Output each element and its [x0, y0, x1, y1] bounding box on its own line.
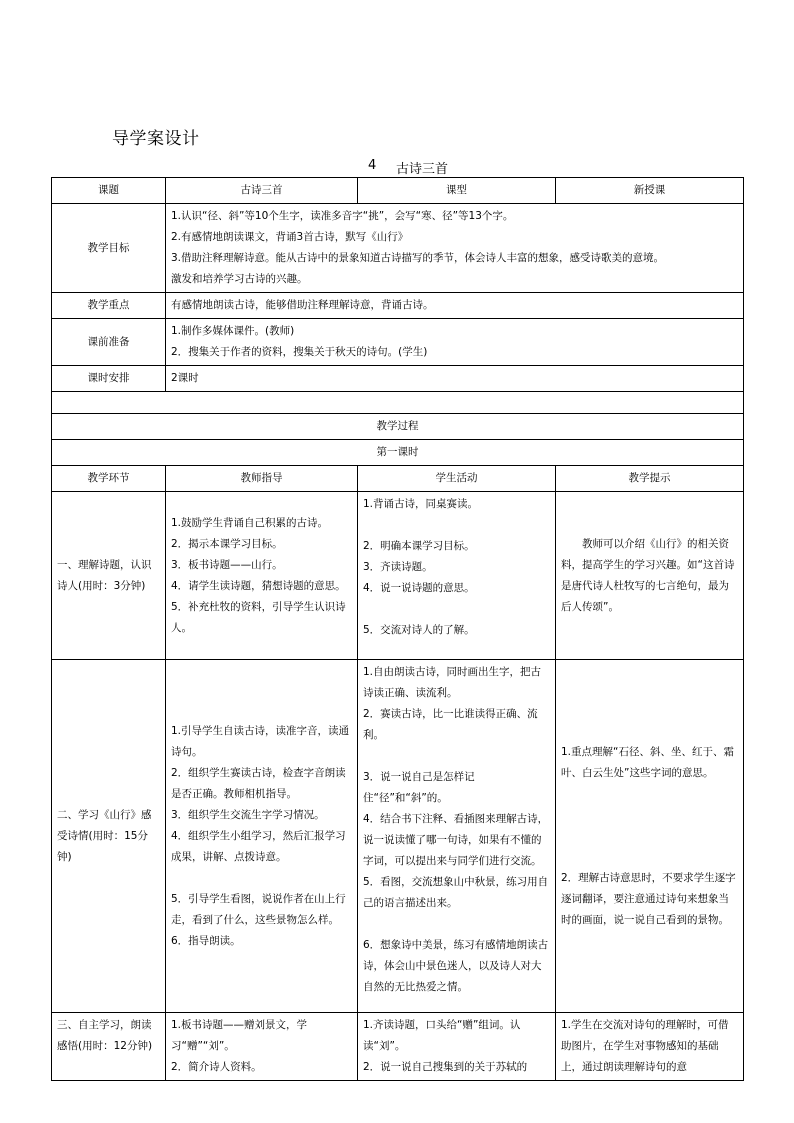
prep-row — [52, 319, 744, 366]
teacher-line: 6．指导朗读。 — [171, 934, 241, 947]
student-line: 5．看图，交流想象山中秋景，练习用自己的语言描述出来。 — [363, 876, 549, 909]
spacer — [561, 805, 738, 826]
lesson-name: 古诗三首 — [396, 162, 449, 177]
spacer — [363, 746, 550, 767]
teacher-line: 5．补充杜牧的资料，引导学生认识诗人。 — [171, 600, 346, 634]
time-row — [52, 366, 744, 392]
lesson-plan-table — [51, 177, 744, 1081]
student-line: 4．结合书下注释、看插图来理解古诗，说一说读懂了哪一句诗，如果有不懂的字词，可以提出来与同学们进行交流。 — [363, 813, 549, 867]
teacher-line: 2．组织学生赛读古诗，检查字音朗读是否正确。教师相机指导。 — [171, 766, 346, 800]
stage-row — [52, 492, 744, 660]
teacher-cell — [166, 660, 358, 1013]
goal-line: 激发和培养学习古诗的兴趣。 — [171, 273, 308, 285]
teacher-line: 1.引导学生自读古诗，读准字音，读通诗句。 — [171, 724, 350, 758]
type-value: 新授课 — [556, 178, 744, 204]
stage-cell: 三、自主学习，朗读感悟(用时：12分钟) — [52, 1013, 166, 1081]
student-line: 2．赛读古诗，比一比谁读得正确、流利。 — [363, 708, 538, 741]
tip-line: 1.学生在交流对诗句的理解时，可借助图片，在学生对事物感知的基础上，通过朗读理解诗句的意 — [561, 1019, 729, 1073]
topic-label: 课题 — [52, 178, 166, 204]
period-row — [52, 440, 744, 466]
header-tip: 教学提示 — [556, 466, 744, 492]
teacher-line: 5．引导学生看图，说说作者在山上行走，看到了什么，这些景物怎么样。 — [171, 892, 346, 926]
stage-cell: 一、理解诗题，认识诗人(用时：3分钟) — [52, 492, 166, 660]
stage-row — [52, 1013, 744, 1081]
focus-row — [52, 293, 744, 319]
goals-label: 教学目标 — [52, 204, 166, 293]
spacer — [561, 826, 738, 847]
process-title: 教学过程 — [52, 414, 744, 440]
focus-label: 教学重点 — [52, 293, 166, 319]
student-line: 1.自由朗读古诗，同时画出生字，把古诗读正确、读流利。 — [363, 666, 542, 699]
spacer — [171, 868, 352, 889]
tip-cell — [556, 1013, 744, 1081]
lesson-number: 4 — [368, 158, 377, 173]
process-blank-row — [52, 392, 744, 414]
header-stage: 教学环节 — [52, 466, 166, 492]
teacher-line: 1.板书诗题——赠刘景文，学习“赠”“刘”。 — [171, 1019, 308, 1052]
teacher-cell — [166, 1013, 358, 1081]
spacer — [561, 784, 738, 805]
student-line: 2．明确本课学习目标。 — [363, 540, 475, 552]
prep-line: 1.制作多媒体课件。(教师) — [171, 325, 295, 337]
process-title-row — [52, 414, 744, 440]
student-line: 4．说一说诗题的意思。 — [363, 582, 475, 594]
student-cell — [358, 1013, 556, 1081]
goal-line: 3.借助注释理解诗意。能从古诗中的景象知道古诗描写的季节，体会诗人丰富的想象，感受诗歌美的意境。 — [171, 252, 665, 264]
teacher-line: 3．组织学生交流生字学习情况。 — [171, 808, 325, 821]
blank-cell — [52, 392, 744, 414]
tip-line: 2．理解古诗意思时，不要求学生逐字逐词翻译，要注意通过诗句来想象当时的画面，说一说自己看到的景物。 — [561, 871, 736, 926]
time-label: 课时安排 — [52, 366, 166, 392]
prep-line: 2．搜集关于作者的资料，搜集关于秋天的诗句。(学生) — [171, 346, 428, 358]
spacer — [561, 847, 738, 868]
process-header-row — [52, 466, 744, 492]
teacher-cell — [166, 492, 358, 660]
period-title: 第一课时 — [52, 440, 744, 466]
tip-cell — [556, 492, 744, 660]
stage-row — [52, 660, 744, 1013]
type-label: 课型 — [358, 178, 556, 204]
header-teacher: 教师指导 — [166, 466, 358, 492]
topic-value: 古诗三首 — [166, 178, 358, 204]
topic-row — [52, 178, 744, 204]
stage-cell: 二、学习《山行》感受诗情(用时：15分钟) — [52, 660, 166, 1013]
page-heading: 导学案设计 — [112, 129, 200, 149]
goals-cell — [166, 204, 744, 293]
time-value: 2课时 — [166, 366, 744, 392]
student-line: 3．齐读诗题。 — [363, 561, 433, 573]
focus-value: 有感情地朗读古诗，能够借助注释理解诗意，背诵古诗。 — [166, 293, 744, 319]
header-student: 学生活动 — [358, 466, 556, 492]
student-cell — [358, 492, 556, 660]
student-cell — [358, 660, 556, 1013]
teacher-line: 2．揭示本课学习目标。 — [171, 537, 283, 550]
spacer — [363, 914, 550, 935]
tip-line: 教师可以介绍《山行》的相关资料，提高学生的学习兴趣。如“这首诗是唐代诗人杜牧写的七言绝句，最为后人传颂”。 — [561, 537, 735, 613]
spacer — [363, 599, 550, 620]
tip-cell — [556, 660, 744, 1013]
teacher-line: 3．板书诗题——山行。 — [171, 558, 283, 571]
spacer — [363, 515, 550, 536]
student-line: 5．交流对诗人的了解。 — [363, 624, 475, 636]
student-line: 1.背诵古诗，同桌赛读。 — [363, 498, 479, 510]
prep-cell — [166, 319, 744, 366]
goal-line: 1.认识“径、斜”等10个生字，读准多音字“挑”，会写“寒、径”等13个字。 — [171, 210, 514, 222]
teacher-line: 4．请学生读诗题，猜想诗题的意思。 — [171, 579, 346, 592]
goal-line: 2.有感情地朗读课文，背诵3首古诗，默写《山行》 — [171, 231, 409, 243]
student-line: 3．说一说自己是怎样记住“径”和“斜”的。 — [363, 771, 475, 804]
prep-label: 课前准备 — [52, 319, 166, 366]
teacher-line: 2．简介诗人资料。 — [171, 1061, 262, 1073]
student-line: 1.齐读诗题，口头给“赠”组词。认读“刘”。 — [363, 1019, 521, 1052]
student-line: 2．说一说自己搜集到的关于苏轼的 — [363, 1061, 528, 1073]
student-line: 6．想象诗中美景，练习有感情地朗读古诗，体会山中景色迷人，以及诗人对大自然的无比热爱之情。 — [363, 939, 549, 993]
goals-row — [52, 204, 744, 293]
teacher-line: 4．组织学生小组学习，然后汇报学习成果，讲解、点拨诗意。 — [171, 829, 346, 863]
teacher-line: 1.鼓励学生背诵自己积累的古诗。 — [171, 516, 329, 529]
tip-line: 1.重点理解“石径、斜、坐、红于、霜叶、白云生处”这些字词的意思。 — [561, 745, 734, 779]
